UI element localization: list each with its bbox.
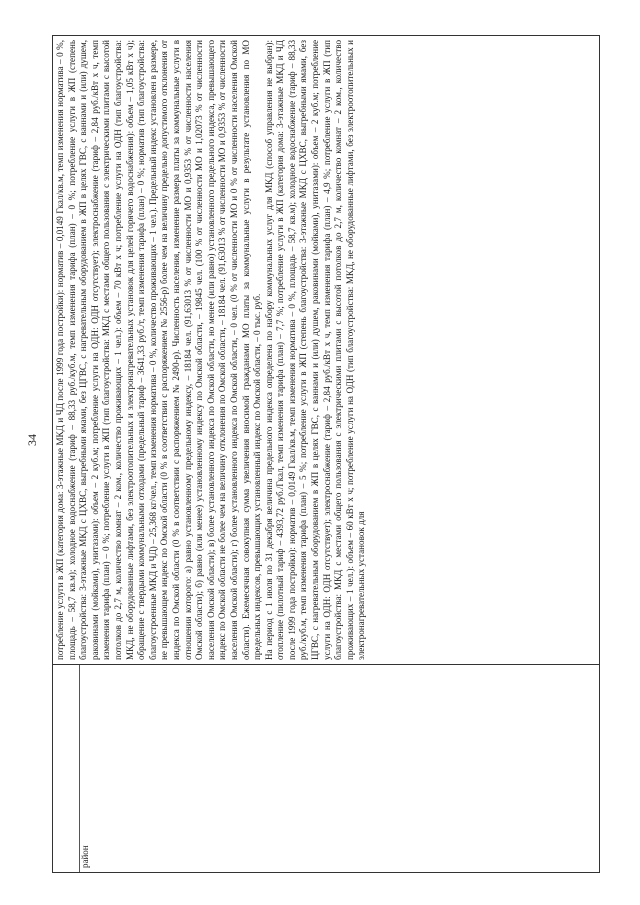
description-column: [53, 36, 599, 664]
page-number: 34: [25, 434, 39, 446]
paragraph-second-half-year: На период с 1 июля по 31 декабря величина предельного индекса определена по набору коммунальных услуг для МКД (способ управления не выбран): отопление (пилотный тариф – 4393,72 руб./Гкал, темп изменения тарифа (план) – 7,7 %; потребление услуги в ЖП (категория дома: 3-этажные МКД и ЧД после 1999 года постройки): норматив – 0,0149 Гкал/кв.м, темп изменения норматива – 0 %, площадь – 58,7 кв.м); холодное водоснабжение (тариф – 88,33 руб./куб.м, темп изменения тарифа (план) – 5 %; потребление услуги в ЖП (степень благоустройства: 3-этажные МКД с ЦХВС, выгребными ямами, без ЦГВС, с нагревательным оборудованием в ЖП в целях ГВС, с ваннами и (или) душем, раковинами (мойками), унитазами): объем – 2 куб.м; потребление услуги на ОДН: ОДН отсутствует); электроснабжение (тариф – 2,84 руб./кВт х ч, темп изменения тарифа (план) – 4,9 %; потребление услуги в ЖП (тип благоустройства: МКД с местами общего пользования с электрическими плитами с высотой потолков до 2,7 м, количество комнат – 2 ком., количество проживающих – 1 чел.): объем – 60 кВт х ч; потребление услуги на ОДН (тип благоустройства: МКД, не оборудованные лифтами, без электроотопительных и электронагревательных установок для: [263, 40, 367, 660]
district-column: [53, 664, 599, 872]
row-divider: [53, 665, 80, 872]
district-label: район: [80, 845, 90, 868]
document-table: [52, 35, 600, 873]
paragraph-first-half-year: потребление услуги в ЖП (категория дома: 3-этажные МКД и ЧД после 1999 года постройки): норматив – 0,0149 Гкал/кв.м, темп изменения норматива – 0 %, площадь – 58,7 кв.м); холодное водоснабжение (тариф – 88,33 руб./куб.м, темп изменения тарифа (план) – 0 %; потребление услуги в ЖП (степень благоустройства: 3-этажные МКД с ЦХВС, выгребными ямами, без ЦГВС, с нагревательным оборудованием в ЖП в целях ГВС, с ваннами и (или) душем, раковинами (мойками), унитазами): объем – 2 куб.м; потребление услуги на ОДН: ОДН отсутствует); электроснабжение (тариф – 2,84 руб./кВт х ч, темп изменения тарифа (план) – 0 %; потребление услуги в ЖП (тип благоустройства: МКД с местами общего пользования с электрическими плитами с высотой потолков до 2,7 м, количество комнат – 2 ком., количество проживающих – 1 чел.): объем – 70 кВт х ч; потребление услуги на ОДН (тип благоустройства: МКД, не оборудованные лифтами, без электроотопительных и электронагревательных установок для целей горячего водоснабжения): объем – 1,05 кВт х ч); обращение с твердыми коммунальными отходами (предельный тариф – 3641,33 руб./т, темп изменения тарифа (план) – 0 %; норматив (тип благоустройства: благоустроенные МКД и ЧД) – 25,368 кг/чел., темп изменения норматива – 0 %, количество проживающих – 1 чел.). Предельный индекс установлен в размере, не превышающем индекс по Омской области (0 % в соответствии с распоряжением № 2556-р) более чем на величину предельно допустимого отклонения от индекса по Омской области (0 % в соответствии с распоряжением № 2490-р). Численность населения, изменение размера платы за коммунальные услуги в отношении которого: а) равно установленному предельному индексу, – 18184 чел. (91,63013 % от численности МО и 0,9353 % от численности населения Омской области); б) равно (или менее) установленному индексу по Омской области, – 19845 чел. (100 % от численности МО и 1,02073 % от численности населения Омской области); в) более установленного индекса по Омской области, но менее (или равно) установленного предельного индекса, превышающего индекс по Омской области не более чем на величину отклонения по Омской области, – 18184 чел. (91,63013 % от численности МО и 0,9353 % от численности населения Омской области); г) более установленного индекса по Омской области, – 0 чел. (0 % от численности МО и 0 % от численности населения Омской области). Ежемесячная совокупная сумма увеличения вносимой гражданами МО платы за коммунальные услуги в результате установления по МО предельных индексов, превышающих установленный индекс по Омской области, – 0 тыс. руб.: [55, 40, 263, 660]
